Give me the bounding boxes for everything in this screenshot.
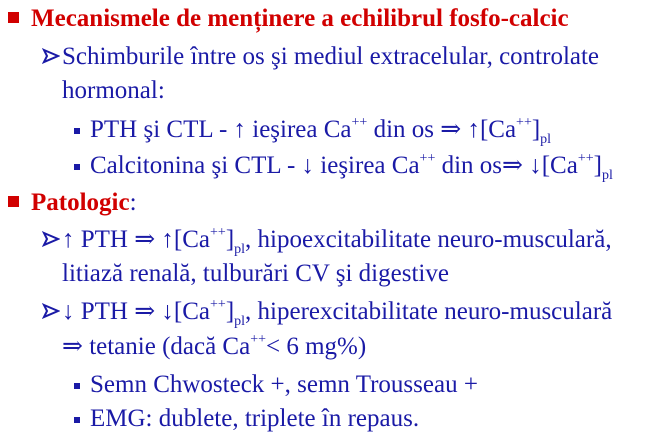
section1-sub1-a: PTH şi CTL - ↑ ieşirea Ca (90, 116, 352, 143)
section1-sub2-a: Calcitonina şi CTL - ↓ ieşirea Ca (90, 152, 420, 179)
section2-sub1 (74, 372, 478, 397)
section2-item1-c: , hipoexcitabilitate neuro-musculară, (245, 226, 612, 253)
section2-item2-b: ] (225, 298, 235, 325)
small-square-bullet-icon (74, 164, 80, 170)
section2-item1-sub: pl (234, 242, 246, 257)
section2-item1-sup: ++ (210, 225, 226, 240)
section1-sub1-sub: pl (540, 132, 552, 147)
arrowhead-bullet-icon (42, 45, 62, 70)
section2-heading-colon: : (129, 189, 137, 216)
section1-sub2-b: din os⇒ ↓[Ca (435, 152, 578, 179)
section1-sub1-c: ] (531, 116, 541, 143)
section1-item1-line1: Schimburile între os şi mediul extracelular, controlate (62, 43, 600, 70)
section2-sub1-text: Semn Chwosteck +, semn Trousseau + (90, 371, 478, 398)
section2-item1-a: ↑ PTH ⇒ ↑[Ca (62, 226, 211, 253)
section2-item1-line2: litiază renală, tulburări CV şi digestive (62, 260, 449, 287)
red-square-bullet-icon (8, 12, 19, 23)
section2-sub2-text: EMG: dublete, triplete în repaus. (90, 405, 420, 432)
section2-sub2 (74, 406, 419, 431)
section2-item2-sup: ++ (210, 297, 226, 312)
section2-item2-c: , hiperexcitabilitate neuro-musculară (245, 298, 613, 325)
section1-item1-line2: hormonal: (62, 77, 165, 104)
section2-item1 (42, 225, 612, 257)
section1-sub2-sub: pl (601, 168, 613, 183)
red-square-bullet-icon (8, 196, 19, 207)
section1-sub1-sup1: ++ (351, 115, 368, 130)
arrowhead-bullet-icon (42, 300, 62, 325)
section2-item2 (42, 297, 613, 329)
section1-sub1 (74, 115, 552, 147)
section1-heading-row (8, 6, 569, 31)
section1-sub2-c: ] (593, 152, 602, 179)
section1-sub2-sup1: ++ (419, 151, 436, 166)
section1-sub2-sup2: ++ (577, 151, 594, 166)
section2-heading-row (8, 190, 137, 215)
section1-sub1-sup2: ++ (516, 115, 532, 130)
section2-item1-b: ] (225, 226, 235, 253)
section2-heading: Patologic (31, 189, 130, 216)
section2-item2-line2b: < 6 mg%) (266, 333, 367, 360)
small-square-bullet-icon (74, 417, 80, 423)
section2-item2-cont (62, 334, 366, 359)
small-square-bullet-icon (74, 128, 80, 134)
section1-heading: Mecanismele de menținere a echilibrul fosfo-calcic (31, 5, 569, 32)
section1-item1 (42, 44, 599, 70)
section2-item2-line2a: ⇒ tetanie (dacă Ca (62, 333, 251, 360)
section2-item1-cont (62, 261, 449, 286)
arrowhead-bullet-icon (42, 228, 62, 253)
section2-item2-line2sup: ++ (250, 332, 267, 347)
section1-sub1-b: din os ⇒ ↑[Ca (367, 116, 517, 143)
small-square-bullet-icon (74, 383, 80, 389)
section1-sub2 (74, 151, 613, 183)
section2-item2-sub: pl (234, 314, 246, 329)
section2-item2-a: ↓ PTH ⇒ ↓[Ca (62, 298, 211, 325)
section1-item1-cont (62, 78, 165, 103)
